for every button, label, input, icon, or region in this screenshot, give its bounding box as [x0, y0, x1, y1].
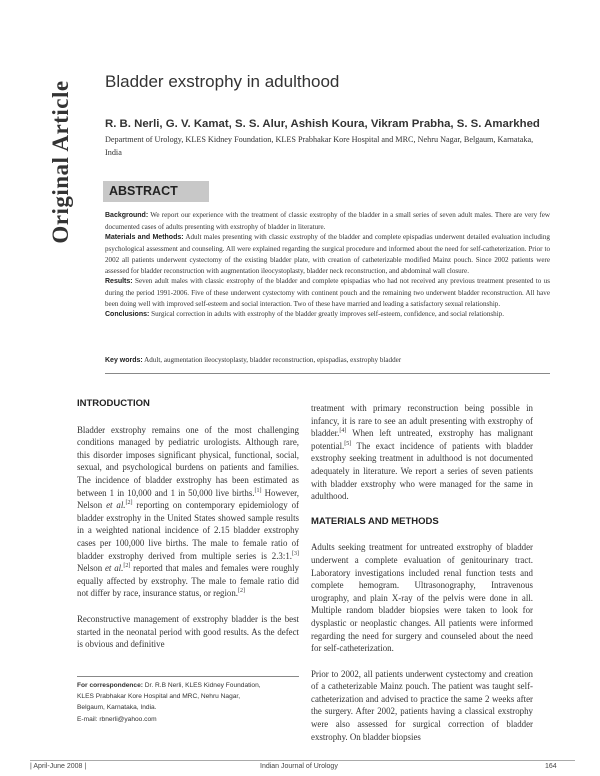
intro-paragraph-2: Reconstructive management of exstrophy bladder is the best started in the neonatal period with good results. As the defect is obvious and definitive	[77, 613, 299, 650]
abstract-background	[105, 210, 550, 232]
intro-paragraph-3: treatment with primary reconstruction being possible in infancy, it is rare to see an adult presenting with exstrophy of bladder.[4] When left untreated, exstrophy has malignant potential.[5] The exact incidence of patients with bladder exstrophy seeking treatment in adulthood is not documented adequately in literature. We report a series of seven patients with bladder exstrophy who were managed for the same in adulthood.	[311, 403, 533, 502]
abstract-methods	[105, 232, 550, 276]
keywords	[105, 356, 550, 364]
keywords-text: Adult, augmentation ileocystoplasty, bladder reconstruction, epispadias, exstrophy bladder	[144, 356, 402, 364]
methods-text: Adult males presenting with classic exstrophy of the bladder and complete epispadias underwent detailed evaluation including psychological assessment and counseling. All were explained regarding the surgical procedure and informed about the need for self-catheterization. Prior to 2002 all patients underwent cystectomy of the existing bladder plate, with creation of catheterizable modified Mainz pouch. Since 2002 patients were assessed for bladder reconstruction with augmentation ileocystoplasty, bladder neck reconstruction, and abdominal wall closure.	[105, 233, 550, 275]
correspondence-line: Dr. R.B Nerli, KLES Kidney Foundation,	[142, 682, 261, 689]
keywords-divider	[105, 373, 550, 374]
citation-ref: [2]	[125, 500, 133, 507]
footer-journal: Indian Journal of Urology	[260, 763, 338, 770]
results-text: Seven adult males with classic exstrophy of the bladder and complete epispadias who had not received any previous treatment presented to us during the period 1991-2006. Five of these underwent cystectomy with continent pouch and the remaining two underwent bladder reconstruction. All have been doing well with improved self-esteem and social interaction. Two of these have married and leading a satisfactory sexual relationship.	[105, 277, 550, 308]
citation-ref: [5]	[344, 440, 352, 447]
conclusions-label: Conclusions:	[105, 311, 150, 319]
abstract-body	[105, 210, 550, 321]
results-label: Results:	[105, 278, 133, 286]
affiliation: Department of Urology, KLES Kidney Foundation, KLES Prabhakar Kore Hospital and MRC, Nehru Nagar, Belgaum, Karnataka, India	[105, 135, 534, 157]
keywords-label: Key words:	[105, 357, 143, 364]
author-list: R. B. Nerli, G. V. Kamat, S. S. Alur, Ashish Koura, Vikram Prabha, S. S. Amarkhed	[105, 118, 540, 130]
abstract-heading: ABSTRACT	[103, 181, 209, 202]
correspondence-email[interactable]: E-mail: rbnerli@yahoo.com	[77, 715, 157, 723]
column-right	[311, 402, 533, 743]
correspondence-divider	[77, 676, 299, 677]
citation-ref: [2]	[238, 588, 246, 595]
methods-heading: MATERIALS AND METHODS	[311, 515, 439, 527]
column-left	[77, 398, 299, 651]
footer-divider	[30, 760, 575, 761]
article-type-label: Original Article	[48, 80, 73, 244]
correspondence-label: For correspondence:	[77, 682, 143, 689]
methods-paragraph-2: Prior to 2002, all patients underwent cystectomy and creation of a catheterizable Mainz pouch. The patient was taught self-catheterization and advised to practice the same 2 weeks after the surgery. After 2002, patients having a classical exstrophy were also assessed for surgical correction of bladder exstrophy. On bladder biopsies	[311, 668, 533, 742]
footer-issue: | April-June 2008 |	[30, 763, 87, 770]
citation-ref: [4]	[339, 428, 347, 435]
background-text: We report our experience with the treatment of classic exstrophy of the bladder in a small series of seven adult males. There are very few documented cases of adults presenting with exstrophy of bladder in literature.	[105, 211, 550, 231]
citation-ref: [1]	[254, 487, 262, 494]
footer-page-number: 164	[545, 763, 557, 770]
methods-label: Materials and Methods:	[105, 234, 184, 242]
introduction-heading: INTRODUCTION	[77, 398, 150, 409]
background-label: Background:	[105, 212, 149, 219]
methods-paragraph-1: Adults seeking treatment for untreated exstrophy of bladder underwent a complete evaluation of genitourinary tract. Laboratory investigations included renal function tests and complete hemogram. Ultrasonography, Intravenous urography, and plain X-ray of the pelvis were done in all. Multiple random bladder biopsies were taken to look for dysplastic or neoplastic changes. All patients were informed regarding the need for surgery and counseled about the need for self-catheterization.	[311, 542, 533, 654]
correspondence-line: Belgaum, Karnataka, India.	[77, 704, 157, 712]
conclusions-text: Surgical correction in adults with exstrophy of the bladder greatly improves self-esteem, confidence, and social relationship.	[151, 310, 504, 319]
correspondence-block	[77, 680, 299, 725]
citation-ref: [2]	[123, 563, 131, 570]
abstract-results	[105, 276, 550, 309]
abstract-conclusions	[105, 309, 550, 321]
article-title: Bladder exstrophy in adulthood	[105, 72, 340, 91]
article-type-sidebar	[45, 60, 77, 265]
correspondence-line: KLES Prabhakar Kore Hospital and MRC, Nehru Nagar,	[77, 693, 241, 701]
citation-ref: [3]	[292, 550, 299, 557]
intro-paragraph-1: Bladder exstrophy remains one of the most challenging conditions managed by pediatric urologists. Although rare, this disorder imposes significant physical, functional, social, sexual, and psychological burdens on patients and families. The incidence of bladder exstrophy has been estimated as between 1 in 10,000 and 1 in 50,000 live births.[1] However, Nelson et al.[2] reporting on contemporary epidemiology of bladder exstrophy in the United States showed sample results in a weighted national incidence of 2.15 bladder exstrophy cases per 100,000 live births. The male to female ratio of bladder exstrophy derived from multiple series is 2.3:1.[3] Nelson et al.[2] reported that males and females were roughly equally affected by exstrophy. The male to female ratio did not differ by race, insurance status, or region.[2]	[77, 424, 300, 599]
